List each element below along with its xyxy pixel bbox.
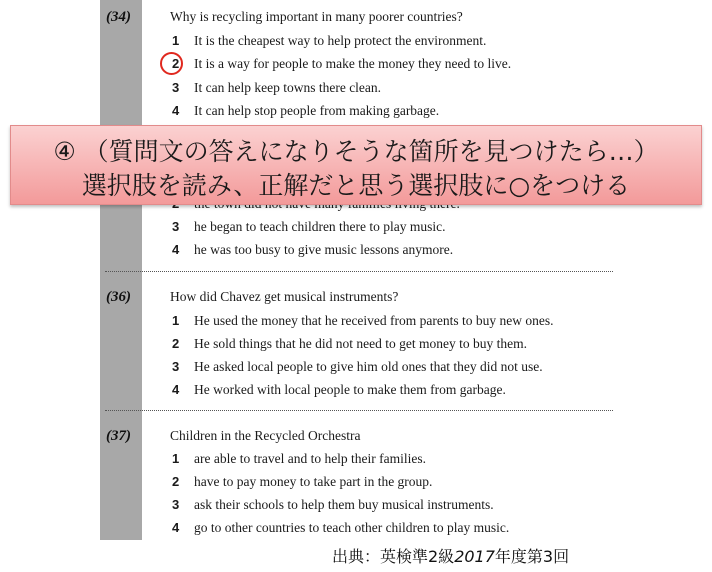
option-37-2[interactable] — [172, 474, 432, 490]
option-34-1[interactable] — [172, 33, 486, 49]
left-gray-bar — [100, 0, 142, 540]
option-text: he began to teach children there to play music. — [194, 219, 446, 234]
question-37-number: (37) — [106, 428, 131, 444]
source-suffix: 年度第3回 — [494, 547, 570, 566]
option-34-3[interactable] — [172, 80, 381, 96]
option-text: He used the money that he received from parents to buy new ones. — [194, 313, 554, 328]
option-number: 1 — [172, 313, 180, 328]
question-36-number: (36) — [106, 289, 131, 305]
option-number: 3 — [172, 80, 180, 95]
instruction-banner — [10, 125, 702, 205]
banner-line-1: ④ （質問文の答えになりそうな箇所を見つけたら…） — [53, 137, 659, 166]
separator-dotted — [105, 410, 613, 411]
option-number: 3 — [172, 359, 180, 374]
question-36-text: How did Chavez get musical instruments? — [170, 289, 399, 304]
option-number: 2 — [172, 474, 180, 489]
option-36-3[interactable] — [172, 359, 543, 375]
option-number: 4 — [172, 520, 180, 535]
option-text: ask their schools to help them buy musical instruments. — [194, 497, 494, 512]
option-37-3[interactable] — [172, 497, 494, 513]
option-text: It can help stop people from making garbage. — [194, 103, 440, 118]
option-number: 2 — [172, 56, 180, 71]
option-text: He asked local people to give him old ones that they did not use. — [194, 359, 543, 374]
option-text: he was too busy to give music lessons anymore. — [194, 242, 454, 257]
question-34-number: (34) — [106, 9, 131, 25]
option-text: are able to travel and to help their families. — [194, 451, 427, 466]
option-36-4[interactable] — [172, 382, 506, 398]
option-text: He worked with local people to make them from garbage. — [194, 382, 506, 397]
option-34-2[interactable] — [172, 56, 511, 72]
option-35-3[interactable] — [172, 219, 446, 235]
selected-answer-circle — [160, 52, 183, 75]
option-text: go to other countries to teach other children to play music. — [194, 520, 510, 535]
option-number: 4 — [172, 382, 180, 397]
source-prefix: 出典：英検準2級 — [332, 547, 455, 566]
option-text: He sold things that he did not need to get money to buy them. — [194, 336, 527, 351]
option-number: 4 — [172, 242, 180, 257]
source-caption — [332, 544, 569, 567]
option-number: 1 — [172, 33, 180, 48]
option-37-4[interactable] — [172, 520, 509, 536]
option-text: It can help keep towns there clean. — [194, 80, 382, 95]
option-number: 3 — [172, 219, 180, 234]
option-number: 4 — [172, 103, 180, 118]
question-37-text: Children in the Recycled Orchestra — [170, 428, 361, 443]
question-34-text: Why is recycling important in many poorer countries? — [170, 9, 463, 24]
option-34-4[interactable] — [172, 103, 439, 119]
banner-line-2: 選択肢を読み、正解だと思う選択肢に○をつける — [81, 171, 631, 200]
option-number: 3 — [172, 497, 180, 512]
option-text: It is a way for people to make the money they need to live. — [194, 56, 512, 71]
separator-dotted — [105, 271, 613, 272]
source-year: 2017 — [454, 547, 495, 566]
option-number: 2 — [172, 336, 180, 351]
option-number: 1 — [172, 451, 180, 466]
option-37-1[interactable] — [172, 451, 426, 467]
option-36-1[interactable] — [172, 313, 554, 329]
option-text: It is the cheapest way to help protect the environment. — [194, 33, 487, 48]
option-text: have to pay money to take part in the group. — [194, 474, 433, 489]
option-36-2[interactable] — [172, 336, 527, 352]
option-35-4[interactable] — [172, 242, 453, 258]
